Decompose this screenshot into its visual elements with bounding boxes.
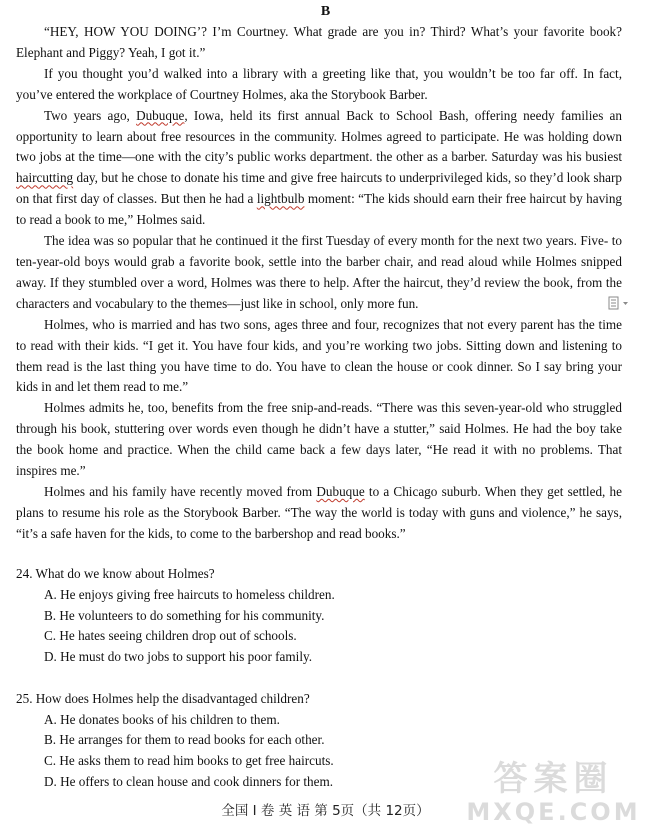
watermark-bottom-text: MXQE.COM <box>466 798 641 826</box>
comment-note-icon[interactable] <box>608 296 630 310</box>
paragraph-3-part-d: moment: “The kids should earn their free haircut by having to read a book to me,” Holmes said. <box>16 191 623 228</box>
paragraph-3-part-a: Two years ago, <box>44 107 137 123</box>
paragraph-2: If you thought you’d walked into a library with a greeting like that, you wouldn’t be too far off. In fact, you’ve entered the workplace of Courtney Holmes, aka the Storybook Barber. <box>16 65 622 102</box>
paragraph-6: Holmes admits he, too, benefits from the free snip-and-reads. “There was this seven-year-old who struggled through his book, stuttering over words even though he didn’t have a stutter,” said Holmes. He had the boy take the book home and practice. When the child came back a few days later, “He read it with no problems. That inspires me.” <box>16 400 622 479</box>
option-c: C. He asks them to read him books to get free haircuts. <box>44 753 334 769</box>
watermark-logo <box>466 760 641 832</box>
reading-passage <box>16 22 622 545</box>
option-a: A. He donates books of his children to them. <box>44 711 280 727</box>
paragraph-1: “HEY, HOW YOU DOING’? I’m Courtney. What grade are you in? Third? What’s your favorite book? Elephant and Piggy? Yeah, I got it.” <box>16 24 622 60</box>
question-stem: 25. How does Holmes help the disadvantaged children? <box>16 690 310 706</box>
paragraph-3 <box>16 106 622 231</box>
section-label: B <box>320 4 331 19</box>
question-24 <box>16 564 622 668</box>
spellcheck-word-dubuque-2: Dubuque <box>316 483 365 499</box>
paragraph-7-part-b: to a Chicago suburb. When they get settled, he plans to resume his role as the Storybook Barber. “The way the world is today with guns and violence,” he says, “it’s a safe haven for the kids, to come to the barbershop and read books.” <box>16 483 622 541</box>
option-c: C. He hates seeing children drop out of schools. <box>44 628 297 644</box>
option-b: B. He volunteers to do something for his community. <box>44 607 325 623</box>
option-a: A. He enjoys giving free haircuts to homeless children. <box>44 586 335 602</box>
option-d: D. He must do two jobs to support his poor family. <box>44 649 313 665</box>
paragraph-7 <box>16 482 622 545</box>
spellcheck-word-dubuque: Dubuque <box>136 107 185 123</box>
spellcheck-word-lightbulb: lightbulb <box>256 191 305 207</box>
question-stem: 24. What do we know about Holmes? <box>16 566 215 581</box>
option-b: B. He arranges for them to read books for each other. <box>44 732 325 748</box>
paragraph-7-part-a: Holmes and his family have recently moved from <box>44 483 317 499</box>
paragraph-3-part-c: day, but he chose to donate his time and give free haircuts to underprivileged kids, so they’d look sharp on that first day of classes. But then he had a <box>16 170 622 207</box>
paragraph-3-part-b: , Iowa, held its first annual Back to School Bash, offering needy families an opportunity to learn about free resources in the community. Holmes agreed to participate. He was holding down two jobs at the time—one with the city’s public works department. the other as a barber. Saturday was his busiest <box>16 107 622 165</box>
paragraph-4: The idea was so popular that he continued it the first Tuesday of every month for the next two years. Five- to ten-year-old boys would grab a favorite book, settle into the barber chair, and read aloud while Holmes snipped away. If they stumbled over a word, Holmes was there to help. After the haircut, they’d review the book, from the characters and vocabulary to the themes—just like in school, only more fun. <box>16 233 622 311</box>
option-d: D. He offers to clean house and cook dinners for them. <box>44 773 334 789</box>
page-footer: 全国 I 卷 英 语 第 5页（共 12页） <box>221 803 430 819</box>
spellcheck-word-haircutting: haircutting <box>16 170 74 186</box>
paragraph-5: Holmes, who is married and has two sons, ages three and four, recognizes that not every parent has the time to read with their kids. “I get it. You have four kids, and you’re working two jobs. Sitting down and listening to them read is the last thing you have time to do. You have to clean the house or cook dinner. So I say bring your kids in and let them read to me.” <box>16 316 622 395</box>
watermark-top-text: 答案圈 <box>493 759 614 799</box>
